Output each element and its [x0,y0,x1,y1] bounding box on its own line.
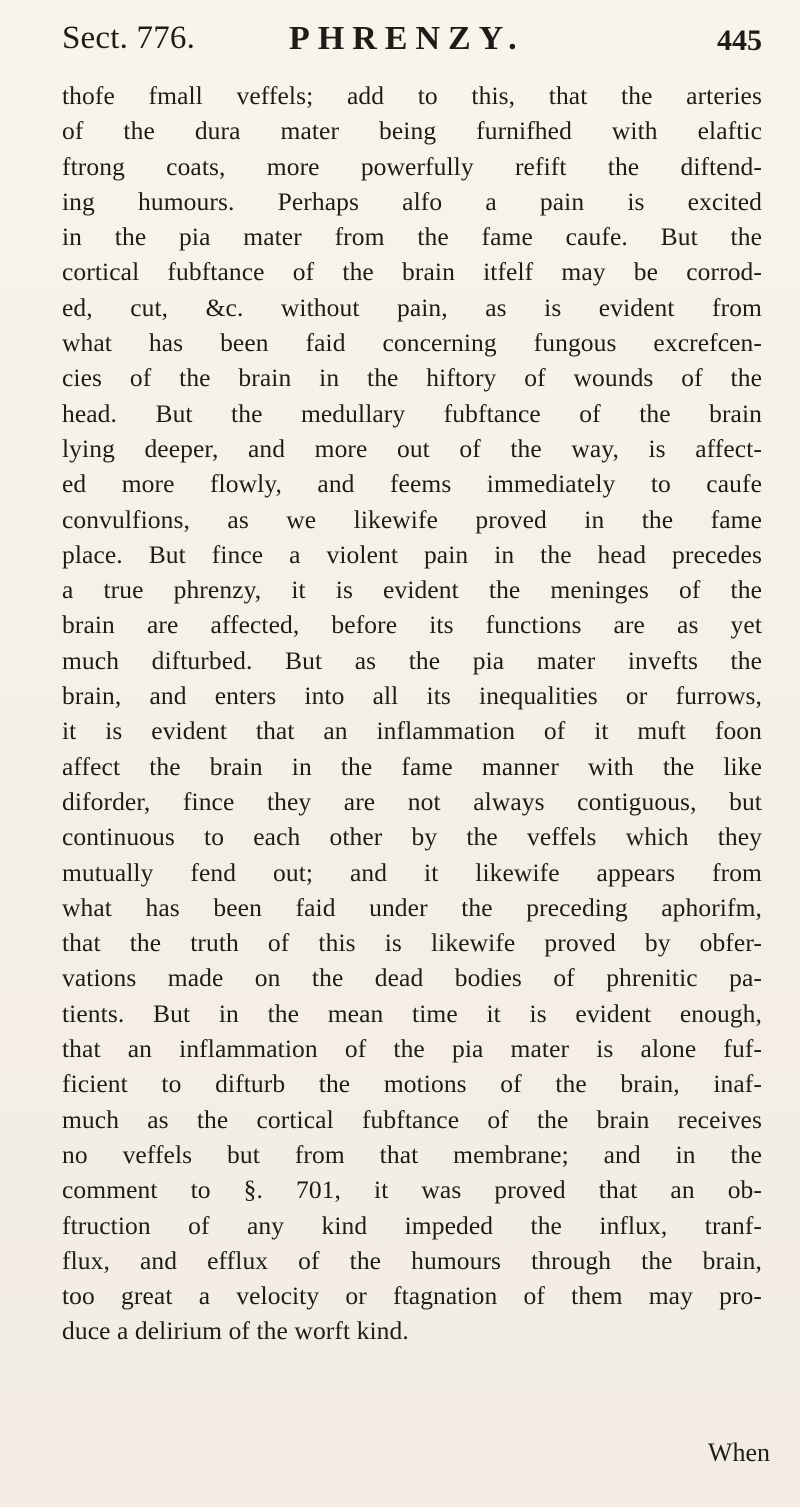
text-line: no veffels but from that membrane; and in the [62,1139,762,1169]
section-label: Sect. 776. [62,20,196,56]
catchword: When [707,1438,770,1467]
text-line: what has been faid concerning fungous excrefcen- [62,328,762,358]
text-line: diforder, fince they are not always contiguous, but [62,786,762,816]
text-line: ficient to difturb the motions of the brain, inaf- [62,1069,762,1099]
text-line: what has been faid under the preceding aphorifm, [62,892,762,922]
text-line: too great a velocity or ftagnation of them may pro- [62,1281,762,1311]
text-line: lying deeper, and more out of the way, is affect- [62,433,762,463]
running-head [62,14,774,78]
text-line: brain, and enters into all its inequalities or furrows, [62,681,762,711]
text-line: thofe fmall veffels; add to this, that the arteries [62,81,762,110]
text-line: ing humours. Perhaps alfo a pain is excited [62,186,762,216]
text-line: ftrong coats, more powerfully refift the diftend- [62,151,762,181]
text-line: duce a delirium of the worft kind. [62,1316,409,1346]
text-line: mutually fend out; and it likewife appears from [62,857,762,887]
page-number: 445 [717,24,762,57]
text-line: continuous to each other by the veffels which they [62,822,762,852]
running-title: PHRENZY. [289,20,525,57]
text-line: a true phrenzy, it is evident the meninges of the [62,575,762,605]
body-text [62,78,762,1349]
text-line: brain are affected, before its functions are as yet [62,610,762,640]
text-line: convulfions, as we likewife proved in the fame [62,504,762,534]
text-line: ed more flowly, and feems immediately to caufe [62,469,762,499]
text-line: ftruction of any kind impeded the influx, tranf- [62,1210,762,1240]
text-line: comment to §. 701, it was proved that an ob- [62,1175,762,1205]
text-line: ed, cut, &c. without pain, as is evident from [62,292,762,322]
text-line: head. But the medullary fubftance of the brain [62,398,762,428]
text-line: that the truth of this is likewife proved by obfer- [62,928,762,958]
text-line: of the dura mater being furnifhed with elaftic [62,116,762,146]
text-line: that an inflammation of the pia mater is alone fuf- [62,1034,762,1064]
text-line: cies of the brain in the hiftory of wounds of the [62,363,762,393]
text-line: in the pia mater from the fame caufe. But the [62,222,762,252]
text-line: much difturbed. But as the pia mater invefts the [62,645,762,675]
text-line: cortical fubftance of the brain itfelf may be corrod- [62,257,762,287]
text-line: affect the brain in the fame manner with the like [62,751,762,781]
text-line: it is evident that an inflammation of it muft foon [62,716,762,746]
text-line: flux, and efflux of the humours through the brain, [62,1245,762,1275]
text-line: tients. But in the mean time it is evident enough, [62,998,762,1028]
text-line: place. But fince a violent pain in the head precedes [62,539,762,569]
text-line: vations made on the dead bodies of phrenitic pa- [62,963,762,993]
text-line: much as the cortical fubftance of the brain receives [62,1104,762,1134]
